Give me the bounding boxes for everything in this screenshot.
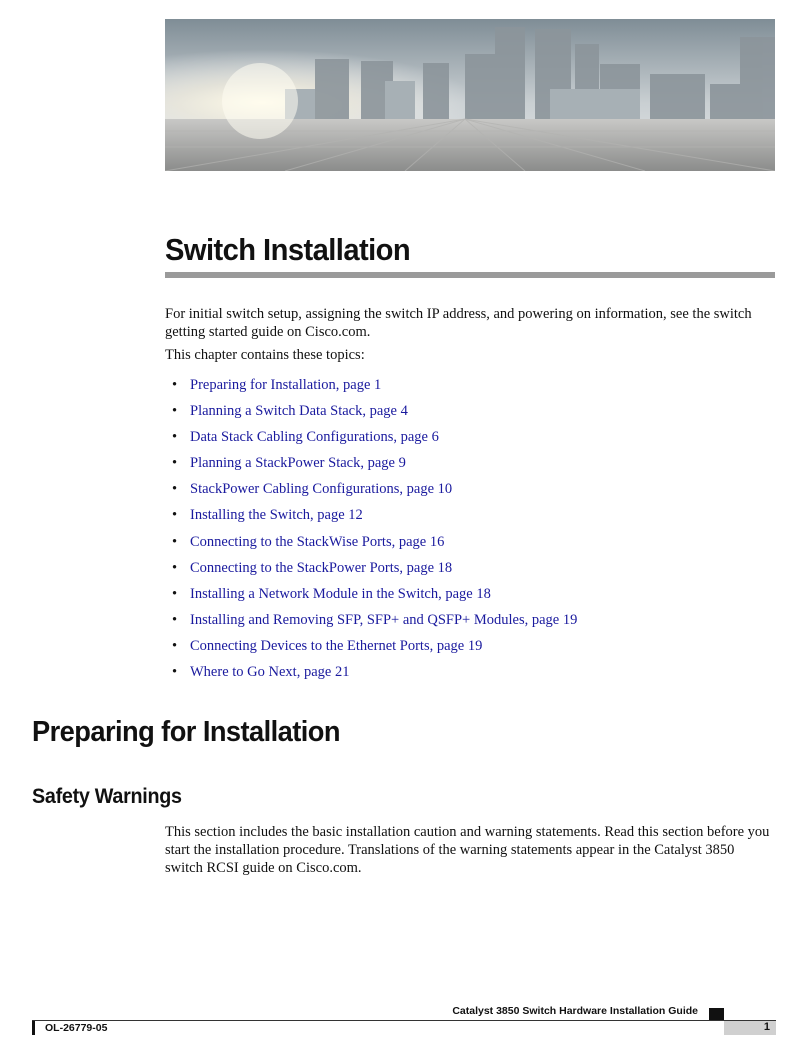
topic-item: [172, 637, 577, 663]
footer-marker: [709, 1008, 724, 1020]
cityscape-banner-image: [165, 19, 775, 171]
safety-paragraph: This section includes the basic installation caution and warning statements. Read this section before you start the installation procedure. Translations of the warning statements appear in the Catalyst 3850 switch RCSI guide on Cisco.com.: [165, 824, 770, 876]
topic-link-ethernet-ports[interactable]: Connecting Devices to the Ethernet Ports, page 19: [190, 637, 483, 654]
topic-item: [172, 663, 577, 689]
chapter-title: Switch Installation: [165, 232, 411, 267]
topic-item: [172, 559, 577, 585]
topic-link-planning-data-stack[interactable]: Planning a Switch Data Stack, page 4: [190, 403, 408, 420]
topic-link-preparing-for-installation[interactable]: Preparing for Installation, page 1: [190, 377, 382, 393]
footer-doc-number: OL-26779-05: [45, 1022, 108, 1034]
topic-link-where-to-go-next[interactable]: Where to Go Next, page 21: [190, 664, 350, 681]
bullet: •: [172, 429, 178, 446]
topic-item: [172, 480, 577, 506]
bullet: •: [172, 559, 178, 576]
bullet: •: [172, 533, 178, 550]
topic-link-stackwise-ports[interactable]: Connecting to the StackWise Ports, page 16: [190, 533, 445, 550]
page-number: 1: [763, 1021, 770, 1033]
bullet: •: [172, 585, 178, 602]
topic-link-data-stack-cabling[interactable]: Data Stack Cabling Configurations, page 6: [190, 429, 439, 446]
footer-rule: [32, 1020, 776, 1021]
topic-list: [172, 376, 577, 689]
topic-item: [172, 454, 577, 480]
bullet: •: [172, 507, 178, 524]
intro-paragraph: For initial switch setup, assigning the switch IP address, and powering on information, see the switch getting started guide on Cisco.com.: [165, 306, 752, 340]
topic-link-stackpower-cabling[interactable]: StackPower Cabling Configurations, page 10: [190, 481, 453, 498]
cityscape-illustration: [165, 19, 775, 171]
topics-intro: This chapter contains these topics:: [165, 347, 365, 363]
topic-item: [172, 428, 577, 454]
title-rule: [165, 272, 775, 278]
topic-item: [172, 585, 577, 611]
footer-left-bar: [32, 1021, 35, 1035]
bullet: •: [172, 481, 178, 498]
footer-guide-title: Catalyst 3850 Switch Hardware Installation Guide: [452, 1005, 698, 1017]
topic-item: [172, 506, 577, 532]
bullet: •: [172, 637, 178, 654]
section-heading: Preparing for Installation: [32, 716, 340, 748]
topic-link-network-module[interactable]: Installing a Network Module in the Switch, page 18: [190, 585, 491, 602]
topic-item: [172, 402, 577, 428]
topic-link-installing-switch[interactable]: Installing the Switch, page 12: [190, 507, 363, 524]
topic-link-sfp-modules[interactable]: Installing and Removing SFP, SFP+ and QSFP+ Modules, page 19: [190, 611, 578, 628]
bullet: •: [172, 611, 178, 628]
bullet: •: [172, 664, 178, 681]
topic-item: [172, 376, 577, 402]
bullet: •: [172, 455, 178, 472]
topic-item: [172, 533, 577, 559]
topic-item: [172, 611, 577, 637]
topic-link-planning-stackpower-stack[interactable]: Planning a StackPower Stack, page 9: [190, 455, 406, 472]
subsection-heading: Safety Warnings: [32, 785, 182, 808]
bullet: •: [172, 377, 178, 393]
bullet: •: [172, 403, 178, 420]
topic-link-stackpower-ports[interactable]: Connecting to the StackPower Ports, page 18: [190, 559, 453, 576]
